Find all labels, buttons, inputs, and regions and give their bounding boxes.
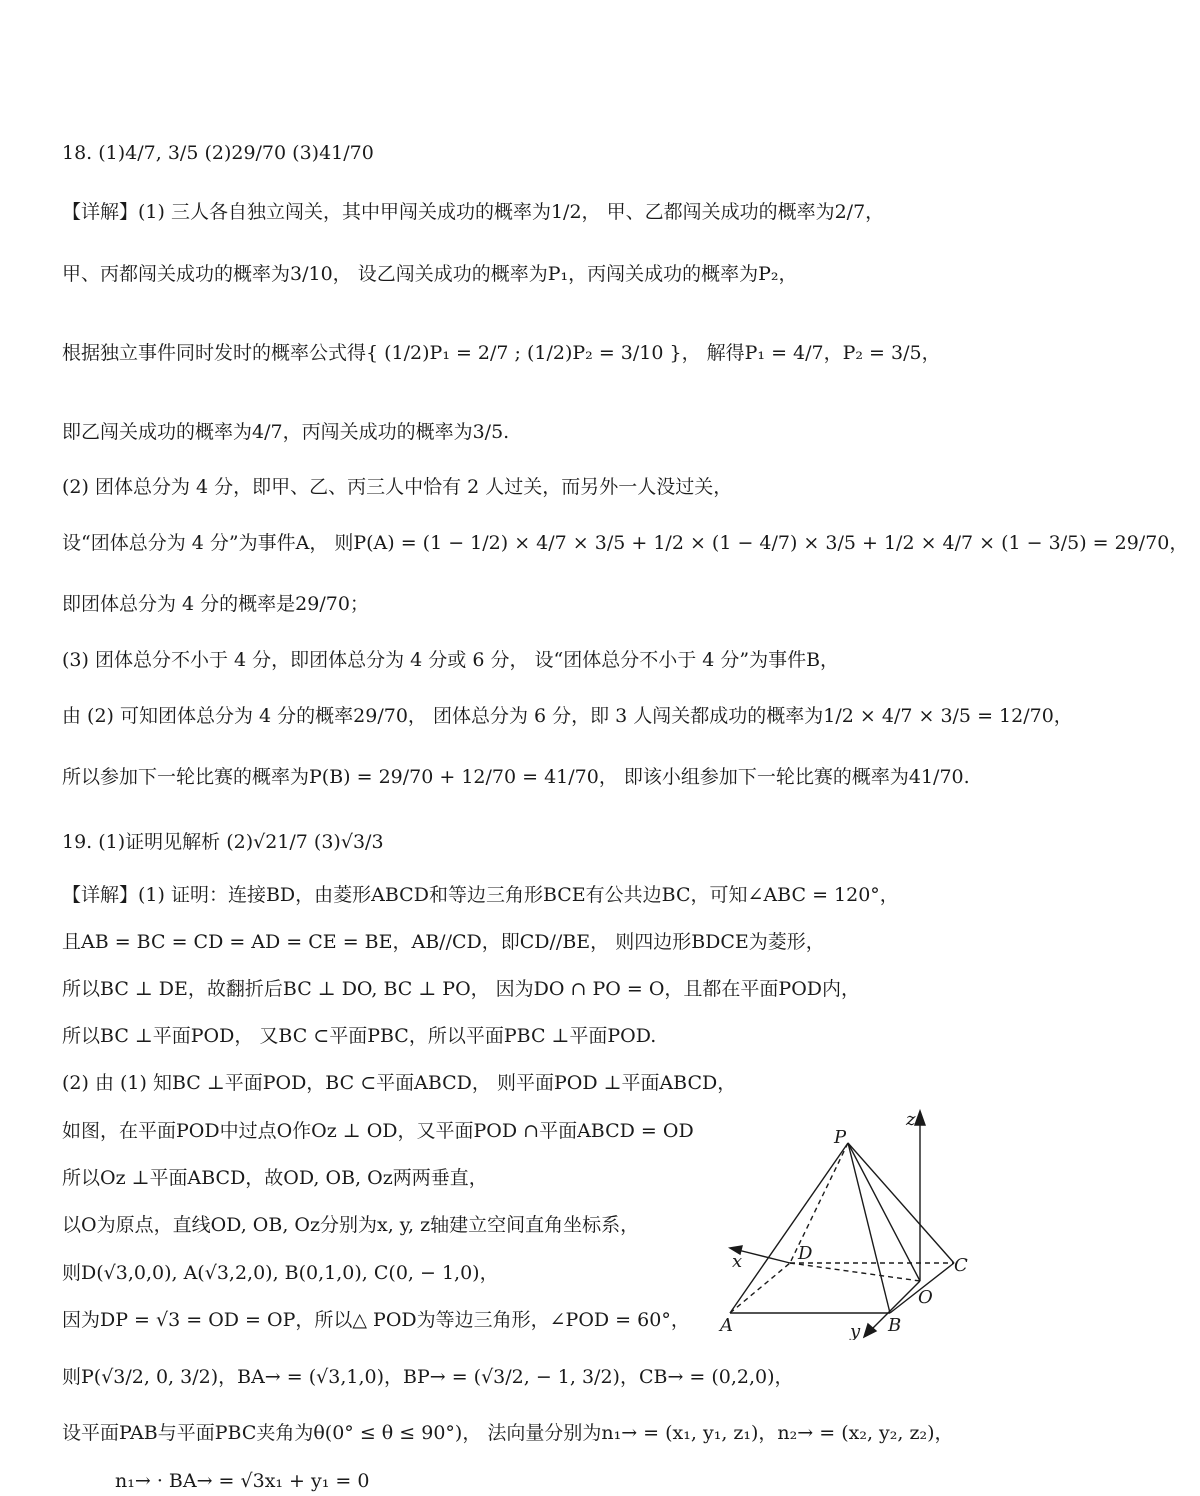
label-B: B bbox=[888, 1315, 902, 1336]
q19-detail-12: 设平面PAB与平面PBC夹角为θ(0° ≤ θ ≤ 90°)， 法向量分别为n₁→ = (x₁, y₁, z₁)，n₂→ = (x₂, y₂, z₂)， bbox=[62, 1422, 954, 1444]
q18-detail-9: 由 (2) 可知团体总分为 4 分的概率29/70， 团体总分为 6 分，即 3 人闯关都成功的概率为1/2 × 4/7 × 3/5 = 12/70， bbox=[62, 705, 1073, 727]
edge-DO bbox=[790, 1263, 920, 1281]
label-C: C bbox=[954, 1255, 968, 1276]
q19-detail-13: n₁→ · BA→ = √3x₁ + y₁ = 0 bbox=[115, 1470, 370, 1492]
label-A: A bbox=[720, 1315, 733, 1336]
q18-detail-3: 根据独立事件同时发时的概率公式得{ (1/2)P₁ = 2/7 ; (1/2)P₂ = 3/10 }， 解得P₁ = 4/7，P₂ = 3/5， bbox=[62, 342, 941, 364]
q19-detail-10: 因为DP = √3 = OD = OP，所以△ POD为等边三角形，∠POD = 60°， bbox=[62, 1309, 690, 1331]
q19-detail-11: 则P(√3/2, 0, 3/2)，BA→ = (√3,1,0)，BP→ = (√3/2, − 1, 3/2)，CB→ = (0,2,0)， bbox=[62, 1366, 794, 1388]
q19-detail-5: (2) 由 (1) 知BC ⊥平面POD，BC ⊂平面ABCD， 则平面POD ⊥平面ABCD， bbox=[62, 1072, 737, 1094]
q19-detail-3: 所以BC ⊥ DE，故翻折后BC ⊥ DO, BC ⊥ PO， 因为DO ∩ PO = O，且都在平面POD内， bbox=[62, 978, 861, 1000]
q18-detail-10: 所以参加下一轮比赛的概率为P(B) = 29/70 + 12/70 = 41/70， 即该小组参加下一轮比赛的概率为41/70. bbox=[62, 766, 970, 788]
label-y: y bbox=[850, 1321, 861, 1340]
x-axis bbox=[734, 1249, 790, 1263]
q18-detail-1: 【详解】(1) 三人各自独立闯关，其中甲闯关成功的概率为1/2， 甲、乙都闯关成功的概率为2/7， bbox=[62, 201, 885, 223]
label-O: O bbox=[918, 1287, 933, 1308]
q19-detail-1: 【详解】(1) 证明：连接BD，由菱形ABCD和等边三角形BCE有公共边BC，可知∠ABC = 120°， bbox=[62, 884, 899, 906]
label-x: x bbox=[732, 1251, 743, 1272]
q18-detail-7: 即团体总分为 4 分的概率是29/70； bbox=[62, 593, 369, 615]
q19-detail-9: 则D(√3,0,0), A(√3,2,0), B(0,1,0), C(0, − 1,0)， bbox=[62, 1262, 499, 1284]
label-D: D bbox=[798, 1243, 813, 1264]
q18-detail-5: (2) 团体总分为 4 分，即甲、乙、丙三人中恰有 2 人过关，而另外一人没过关， bbox=[62, 476, 733, 498]
q19-detail-7: 所以Oz ⊥平面ABCD，故OD, OB, Oz两两垂直， bbox=[62, 1167, 488, 1189]
edge-PB bbox=[848, 1143, 890, 1313]
edge-PA bbox=[730, 1143, 848, 1313]
q18-detail-2: 甲、丙都闯关成功的概率为3/10， 设乙闯关成功的概率为P₁，丙闯关成功的概率为P₂， bbox=[62, 263, 798, 285]
q19-detail-4: 所以BC ⊥平面POD， 又BC ⊂平面PBC，所以平面PBC ⊥平面POD. bbox=[62, 1025, 657, 1047]
label-z: z bbox=[906, 1109, 916, 1130]
q19-detail-8: 以O为原点，直线OD, OB, Oz分别为x, y, z轴建立空间直角坐标系， bbox=[62, 1214, 640, 1236]
q19-detail-2: 且AB = BC = CD = AD = CE = BE，AB//CD，即CD//BE， 则四边形BDCE为菱形， bbox=[62, 931, 825, 953]
q18-answer: 18. (1)4/7, 3/5 (2)29/70 (3)41/70 bbox=[62, 142, 374, 164]
q19-answer: 19. (1)证明见解析 (2)√21/7 (3)√3/3 bbox=[62, 831, 384, 853]
label-P: P bbox=[834, 1127, 847, 1148]
q18-detail-6: 设“团体总分为 4 分”为事件A， 则P(A) = (1 − 1/2) × 4/7 × 3/5 + 1/2 × (1 − 4/7) × 3/5 + 1/2 × 4/7 × (1 − 3/5) = 29/70， bbox=[62, 532, 1189, 554]
q18-detail-8: (3) 团体总分不小于 4 分，即团体总分为 4 分或 6 分， 设“团体总分不小于 4 分”为事件B， bbox=[62, 649, 840, 671]
pyramid-diagram bbox=[712, 1105, 992, 1340]
z-axis-arrow bbox=[915, 1111, 925, 1125]
q18-detail-4: 即乙闯关成功的概率为4/7，丙闯关成功的概率为3/5. bbox=[62, 421, 510, 443]
q19-detail-6: 如图，在平面POD中过点O作Oz ⊥ OD，又平面POD ∩平面ABCD = OD bbox=[62, 1120, 694, 1142]
